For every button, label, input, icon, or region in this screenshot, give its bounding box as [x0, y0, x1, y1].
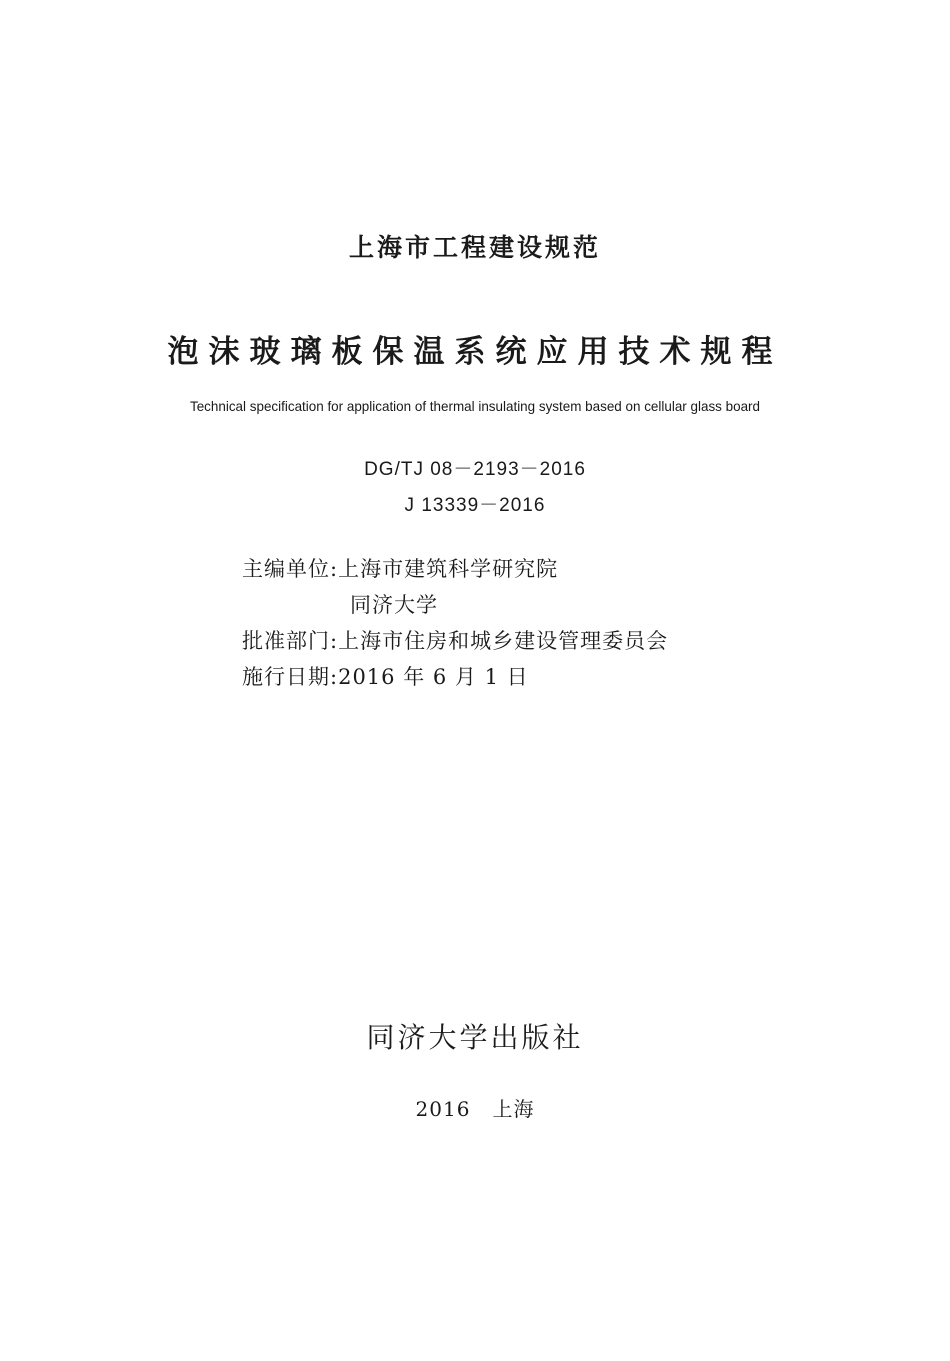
publication-imprint: [0, 1093, 950, 1122]
document-title: 泡沫玻璃板保温系统应用技术规程: [167, 334, 783, 370]
publication-city: 上海: [492, 1097, 535, 1121]
chief-editor-label: 主编单位:: [242, 557, 339, 581]
approval-line: [242, 625, 668, 655]
effective-date: 2016 年 6 月 1 日: [338, 665, 529, 689]
publisher: 同济大学出版社: [366, 1021, 584, 1054]
approval-label: 批准部门:: [242, 629, 339, 653]
effective-date-line: [242, 661, 529, 691]
standard-code: DG/TJ 08－2193－2016: [364, 459, 586, 480]
approval-department: 上海市住房和城乡建设管理委员会: [338, 629, 669, 653]
chief-editor-line: [242, 553, 558, 583]
english-title: Technical specification for application of thermal insulating system based on cellular glass board: [189, 398, 761, 414]
effective-date-label: 施行日期:: [242, 665, 339, 689]
chief-editor-unit: 上海市建筑科学研究院: [338, 557, 559, 581]
publication-year: 2016: [415, 1097, 471, 1121]
co-editor-line: [350, 589, 438, 619]
standard-series: 上海市工程建设规范: [348, 233, 601, 262]
co-editor-unit: 同济大学: [350, 593, 438, 617]
record-code: J 13339－2016: [404, 495, 546, 516]
